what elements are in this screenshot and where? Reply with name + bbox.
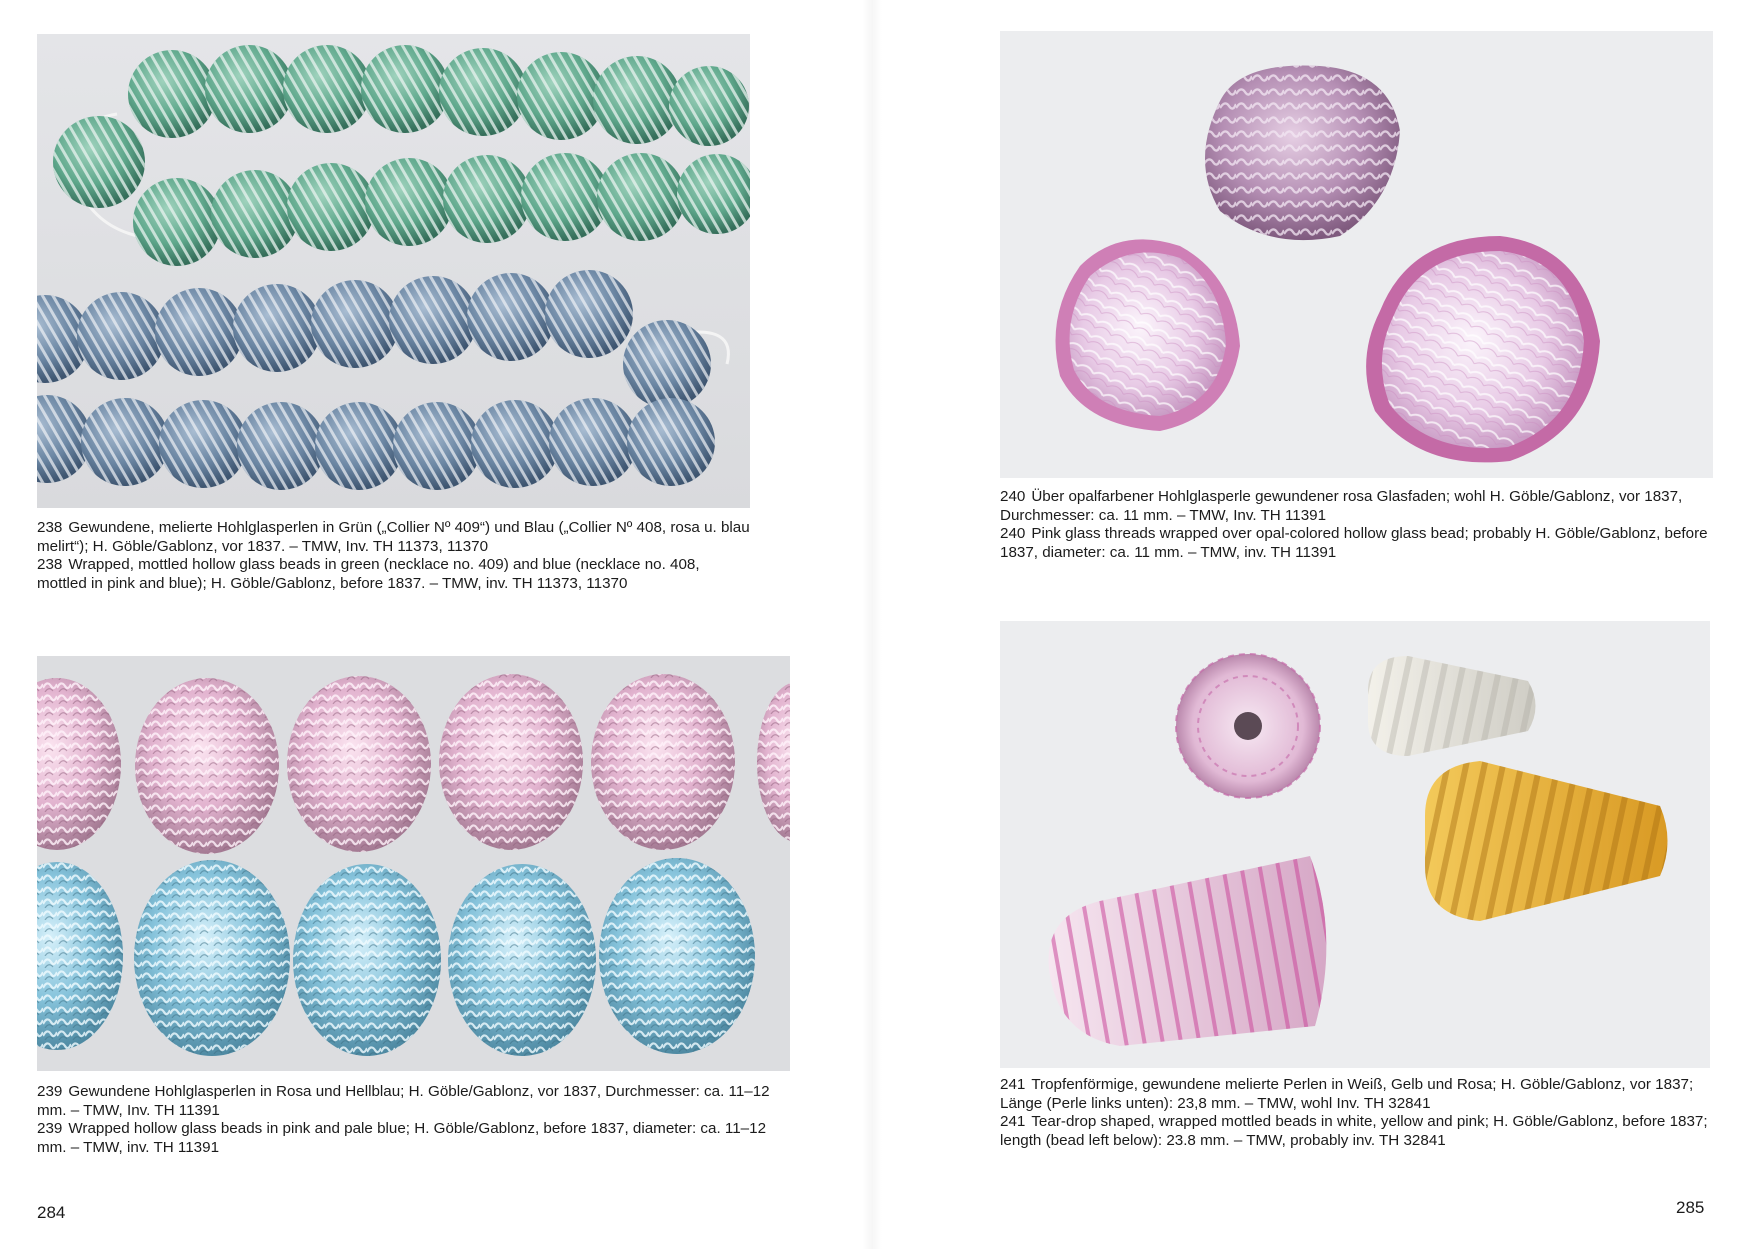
page-gutter	[862, 0, 882, 1249]
figure-241-caption	[1000, 1076, 1715, 1150]
caption-241-de: 241 Tropfenförmige, gewundene melierte Perlen in Weiß, Gelb und Rosa; H. Göble/Gablonz, vor 1837; Länge (Perle links unten): 23,8 mm. – TMW, wohl Inv. TH 32841	[1000, 1076, 1694, 1112]
caption-240-en: 240 Pink glass threads wrapped over opal-colored hollow glass bead; probably H. Göble/Gablonz, before 1837, diameter: ca. 11 mm. – TMW, inv. TH 11391	[1000, 525, 1708, 561]
caption-239-de: 239 Gewundene Hohlglasperlen in Rosa und Hellblau; H. Göble/Gablonz, vor 1837, Durchmesser: ca. 11–12 mm. – TMW, Inv. TH 11391	[37, 1083, 770, 1119]
figure-241-photo	[1000, 621, 1710, 1068]
green-blue-bead-necklaces-image	[37, 34, 750, 508]
opal-pink-hollow-beads-image	[1000, 31, 1713, 478]
caption-240-de: 240 Über opalfarbener Hohlglasperle gewundener rosa Glasfaden; wohl H. Göble/Gablonz, vor 1837, Durchmesser: ca. 11 mm. – TMW, Inv. TH 11391	[1000, 488, 1683, 524]
figure-239-photo	[37, 656, 790, 1071]
figure-240-photo	[1000, 31, 1713, 478]
figure-240-caption	[1000, 488, 1715, 562]
caption-238-de: 238 Gewundene, melierte Hohlglasperlen in Grün („Collier Nº 409“) und Blau („Collier Nº 408, rosa u. blau melirt“); H. Göble/Gablonz, vor 1837. – TMW, Inv. TH 11373, 11370	[37, 519, 750, 555]
page-number-right: 285	[1676, 1198, 1705, 1217]
figure-238-photo	[37, 34, 750, 508]
figure-238-caption	[37, 519, 750, 593]
caption-238-en: 238 Wrapped, mottled hollow glass beads in green (necklace no. 409) and blue (necklace no. 408, mottled in pink and blue); H. Göble/Gablonz, before 1837. – TMW, inv. TH 11373, 11370	[37, 556, 700, 592]
caption-239-en: 239 Wrapped hollow glass beads in pink and pale blue; H. Göble/Gablonz, before 1837, diameter: ca. 11–12 mm. – TMW, inv. TH 11391	[37, 1120, 767, 1156]
page-number-left: 284	[37, 1203, 66, 1222]
figure-239-caption	[37, 1083, 790, 1157]
pink-pale-blue-beads-image	[37, 656, 790, 1071]
caption-241-en: 241 Tear-drop shaped, wrapped mottled beads in white, yellow and pink; H. Göble/Gablonz, before 1837; length (bead left below): 23.8 mm. – TMW, probably inv. TH 32841	[1000, 1113, 1708, 1149]
tear-drop-beads-image	[1000, 621, 1710, 1068]
